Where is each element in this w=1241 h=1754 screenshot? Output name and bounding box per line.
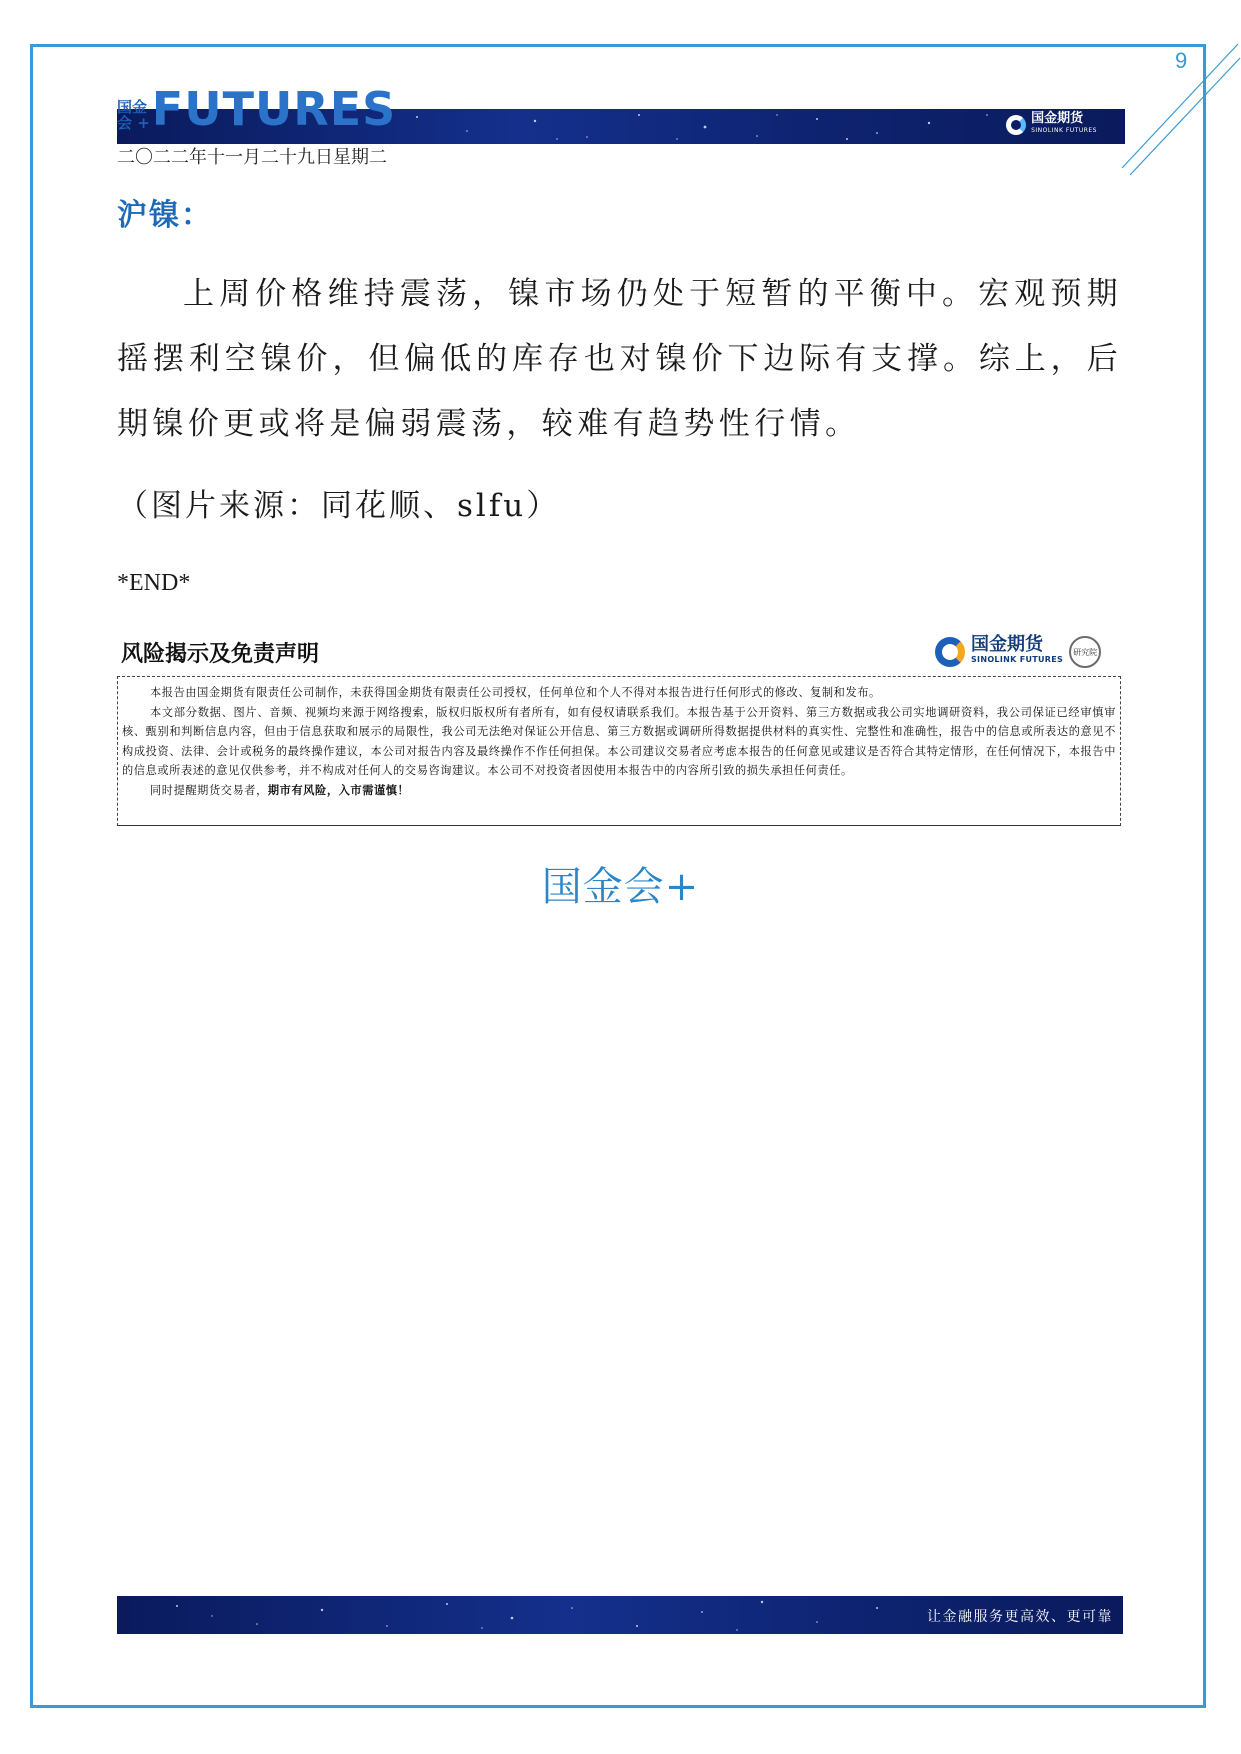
end-mark: *END*: [117, 570, 191, 596]
report-date: 二〇二二年十一月二十九日星期二: [117, 147, 387, 168]
disclaimer-logo: [935, 636, 1101, 668]
disclaimer-title: 风险揭示及免责声明: [121, 642, 320, 667]
footer-banner: [117, 1596, 1123, 1634]
footer-slogan: 让金融服务更高效、更可靠: [927, 1609, 1113, 1625]
brand-name-en: SINOLINK FUTURES: [1031, 127, 1097, 134]
logo-cn-line1: 国金: [117, 98, 148, 116]
seal-text: 研究院: [1073, 647, 1098, 657]
disclaimer-logo-en: SINOLINK FUTURES: [971, 655, 1064, 664]
section-title: 沪镍：: [117, 198, 213, 233]
disclaimer-reminder: 同时提醒期货交易者，: [150, 783, 268, 797]
image-source: （图片来源：同花顺、slfu）: [117, 488, 561, 524]
page-number: 9: [1175, 48, 1188, 73]
logo-cn-line2: 会 +: [117, 114, 150, 132]
disclaimer-logo-cn: 国金期货: [971, 634, 1043, 655]
futures-logo: [117, 82, 397, 136]
disclaimer-box: [117, 676, 1121, 826]
brand-mark-icon: [935, 637, 965, 667]
brand-name-cn: 国金期货: [1031, 111, 1084, 126]
disclaimer-paragraph-1: 本报告由国金期货有限责任公司制作，未获得国金期货有限责任公司授权，任何单位和个人不得对本报告进行任何形式的修改、复制和发布。: [150, 686, 881, 699]
brand-mark-icon: [1006, 115, 1026, 135]
corner-decoration: [1120, 40, 1241, 180]
article-body: 上周价格维持震荡，镍市场仍处于短暂的平衡中。宏观预期摇摆利空镍价，但偏低的库存也对镍价下边际有支撑。综上，后期镍价更或将是偏弱震荡，较难有趋势性行情。: [117, 276, 1122, 442]
research-seal-icon: [1069, 636, 1101, 668]
logo-futures-text: FUTURES: [151, 82, 397, 136]
club-title: 国金会+: [541, 864, 700, 910]
disclaimer-paragraph-3: [122, 781, 1116, 801]
disclaimer-warning: 期市有风险，入市需谨慎！: [267, 782, 410, 797]
brand-logo-header: [1006, 113, 1097, 137]
disclaimer-paragraph-2: 本文部分数据、图片、音频、视频均来源于网络搜索，版权归版权所有者所有，如有侵权请联系我们。本报告基于公开资料、第三方数据或我公司实地调研资料，我公司保证已经审慎审核、甄别和判断信息内容，但由于信息获取和展示的局限性，我公司无法绝对保证公开信息、第三方数据或调研所得数据提供材料的真实性、完整性和准确性，报告中的信息或所表达的意见不构成投资、法律、会计或税务的最终操作建议，本公司对报告内容及最终操作不作任何担保。本公司建议交易者应考虑本报告的任何意见或建议是否符合其特定情形，在任何情况下，本报告中的信息或所表述的意见仅供参考，并不构成对任何人的交易咨询建议。本公司不对投资者因使用本报告中的内容所引致的损失承担任何责任。: [122, 705, 1116, 777]
